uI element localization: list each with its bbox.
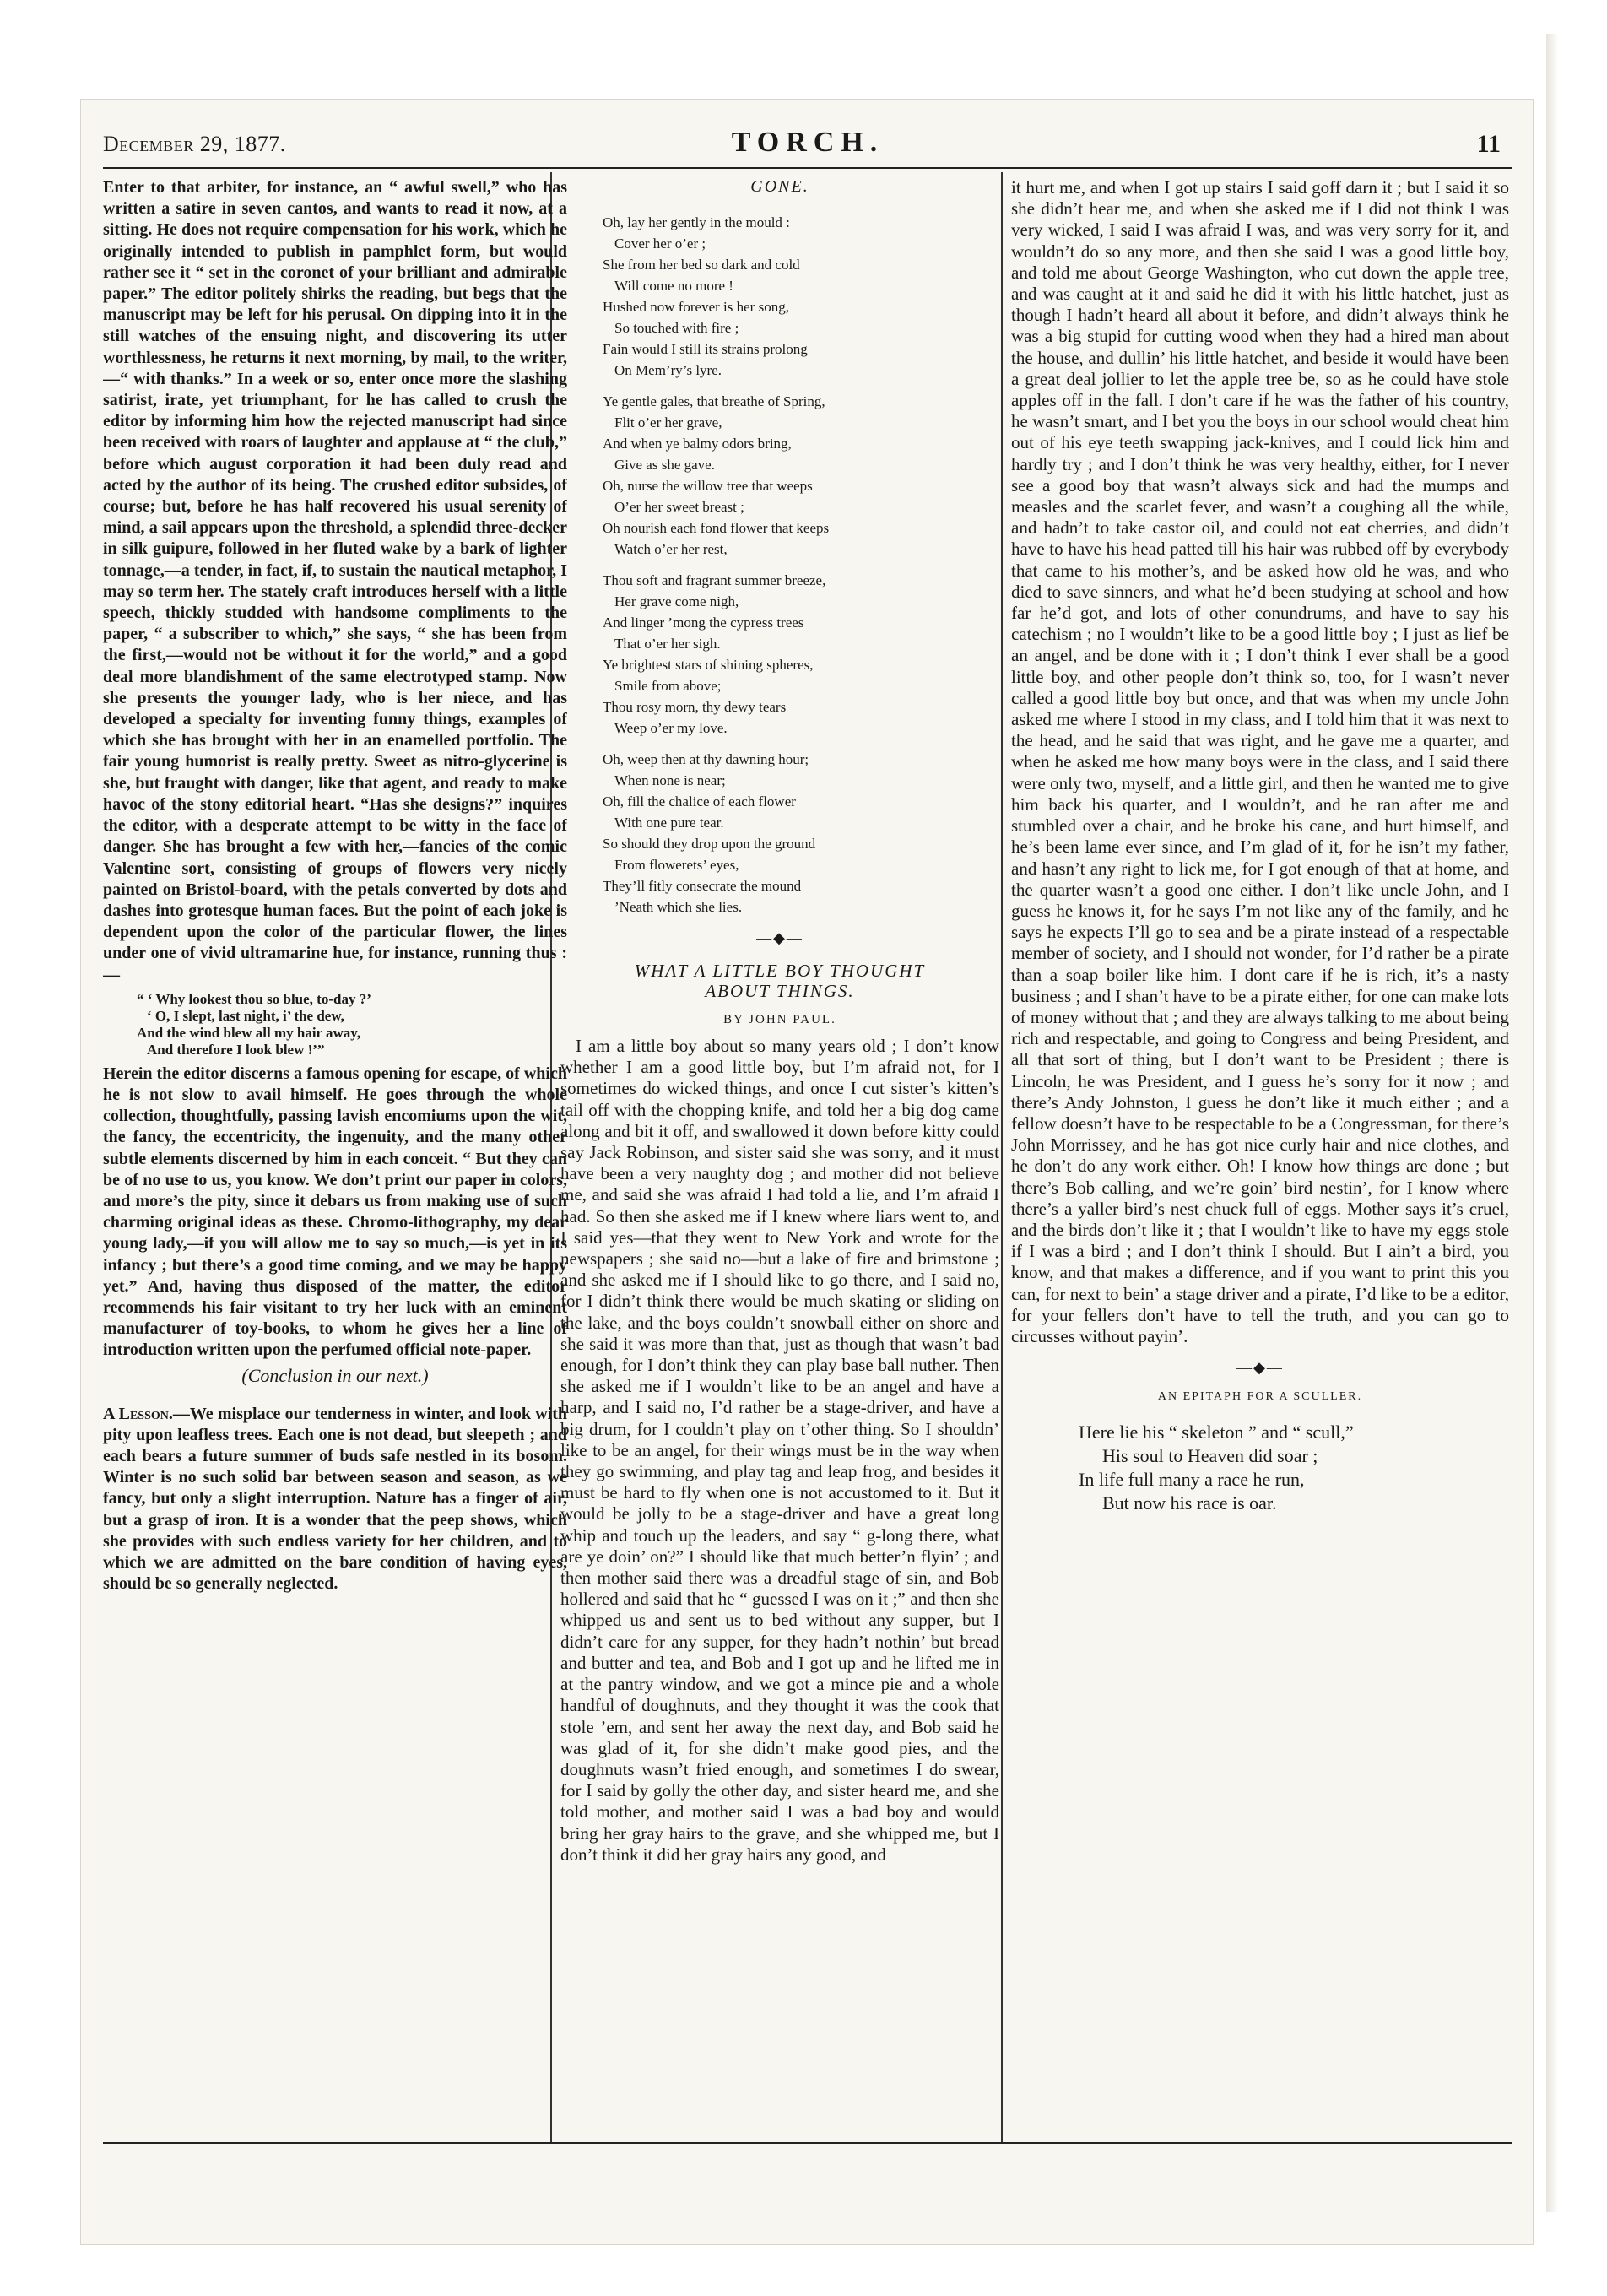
poem-line: Fain would I still its strains prolong: [603, 341, 808, 357]
poem-line: Her grave come nigh,: [614, 593, 739, 609]
poem-line: From flowerets’ eyes,: [614, 857, 739, 873]
poem-line: Cover her o’er ;: [614, 236, 706, 252]
poem-line: Oh, fill the chalice of each flower: [603, 793, 796, 810]
header-rule: [103, 167, 1512, 169]
poem-line: Thou soft and fragrant summer breeze,: [603, 572, 826, 588]
poem-line: Give as she gave.: [614, 457, 715, 473]
poem-title: GONE.: [750, 177, 809, 196]
poem-line: Oh, nurse the willow tree that weeps: [603, 478, 813, 494]
inline-verse-quote: [137, 991, 567, 1059]
poem-line: Ye gentle gales, that breathe of Spring,: [603, 393, 825, 409]
poem-line: O’er her sweet breast ;: [614, 499, 744, 515]
poem-stanza: [603, 570, 999, 739]
lesson-text: —We misplace our tenderness in winter, and look with pity upon leafless trees. Each one is not dead, but sleepeth ; and each bears a future summer of buds safe nestled in its bosom. Winter is no such solid bar between season and season, as we fancy, but only a slight interruption. Nature has a finger of air, but a grasp of iron. It is a wonder that the peep shows, which she provides with such endless variety for her children, and to which we are admitted on the bare condition of having eyes, should be so generally neglected.: [103, 1404, 567, 1594]
poem-line: So should they drop upon the ground: [603, 836, 816, 852]
poem-line: And linger ’mong the cypress trees: [603, 615, 804, 631]
poem-line: Oh nourish each fond flower that keeps: [603, 520, 830, 536]
verse-line: “ ‘ Why lookest thou so blue, to-day ?’: [137, 990, 371, 1007]
poem-line: Ye brightest stars of shining spheres,: [603, 657, 814, 673]
page-number: 11: [1476, 130, 1501, 158]
poem-line: Smile from above;: [614, 678, 722, 694]
verse-line: ‘ O, I slept, last night, i’ the dew,: [147, 1007, 344, 1024]
section-ornament: —◆—: [1236, 1359, 1284, 1377]
poem-line: Oh, lay her gently in the mould :: [603, 214, 790, 230]
verse-line: And the wind blew all my hair away,: [137, 1024, 361, 1041]
column-1: [103, 177, 567, 2136]
issue-date: December 29, 1877.: [103, 132, 286, 156]
poem-line: They’ll fitly consecrate the mound: [603, 878, 802, 894]
poem-line: Weep o’er my love.: [614, 720, 728, 736]
story-paragraph: I am a little boy about so many years old ; I don’t know whether I am a good little boy, but I’m afraid not, for I sometimes do wicked things, and once I cut sister’s kitten’s tail off with the chopping knife, and told her a big dog came along and bit it off, and swallowed it down before kitty could say Jack Robinson, and sister said she was sorry, and it must have been a very naughty dog ; and mother did not believe me, and said she was afraid I had told a lie, and I’m afraid I had. So then she asked me if I knew where liars went to, and I said yes—that they went to New York and wrote for the newspapers ; she said no—but a lake of fire and brimstone ; and she asked me if I should like to go there, and I said no, for I didn’t think there would be much skating or sliding on the lake, and the boys couldn’t snowball either on shore and she said it was more than that, just as though that wasn’t bad enough, for I don’t think they can play base ball nuther. Then she asked me if I wouldn’t like to be an angel and have a harp, and I said no, I’d rather be a stage-driver, and have a big drum, for I couldn’t play on t’other thing. So I shouldn’ like to be an angel, for their wings must be in the way when they go swimming, and play tag and leap frog, and besides it must be hard to fly when one is not accustomed to it. But it would be jolly to be a stage-driver and have a great long whip and touch up the leaders, and say “ g-long there, what are ye doin’ on?” I should like that much better’n flyin’ ; and then mother said there was a dreadful stage of sin, and Bob hollered and said that he “ guessed I was on it ;” and then she whipped us and sent us to bed without any supper, but I didn’t care for any supper, for they hadn’t nothin’ but bread and butter and tea, and Bob and I got up and he lifted me in at the pantry window, and we got a mince pie and a whole handful of doughnuts, and they thought it was the cook that stole ’em, and sent her away the next day, and Bob said he was glad of it, for she didn’t make good pies, and the doughnuts wasn’t fried enough, and sometimes I do swear, for I said by golly the other day, and sister heard me, and she told mother, and mother said I was a bad boy and would bring her gray hairs to the grave, and she whipped me, but I don’t think it did her gray hairs any good, and: [560, 1036, 999, 1865]
poem-line: With one pure tear.: [614, 815, 724, 831]
poem-line: When none is near;: [614, 772, 726, 788]
byline: BY JOHN PAUL.: [723, 1013, 836, 1026]
poem-line: Oh, weep then at thy dawning hour;: [603, 751, 809, 767]
poem-line: That o’er her sigh.: [614, 636, 721, 652]
verse-line: In life full many a race he run,: [1079, 1469, 1305, 1491]
masthead-title: TORCH.: [731, 127, 885, 158]
column-2: [560, 177, 999, 2136]
article-paragraph: Herein the editor discerns a famous opening for escape, of which he is not slow to avail himself. He goes through the whole collection, thoughtfully, passing lavish encomiums upon the wit, the fancy, the eccentricity, the ingenuity, and the many other subtle elements discerned by him in each conceit. “ But they can be of no use to us, you know. We don’t print our paper in colors, and more’s the pity, since it debars us from making use of such charming original ideas as these. Chromo-lithography, my dear young lady,—if you will allow me to say so much,—is yet in its infancy ; but there’s a good time coming, and we may be happy yet.” And, having thus disposed of the matter, the editor recommends his fair visitant to try her luck with an eminent manufacturer of toy-books, to whom he gives her a line of introduction written upon the perfumed official note-paper.: [103, 1064, 567, 1360]
story-title-line: ABOUT THINGS.: [705, 981, 855, 1001]
poem-line: So touched with fire ;: [614, 320, 739, 336]
article-paragraph: Enter to that arbiter, for instance, an “ awful swell,” who has written a satire in seven cantos, and wants to read it now, at a sitting. He does not require compensation for his work, which he originally intended to publish in pamphlet form, but would rather see it “ set in the coronet of your brilliant and admirable paper.” The editor politely shirks the reading, but begs that the manuscript may be left for his perusal. On dipping into it in the still watches of the ensuing night, and discovering its utter worthlessness, he returns it next morning, by mail, to the writer,—“ with thanks.” In a week or so, enter once more the slashing satirist, irate, yet triumphant, for he has called to crush the editor by informing him how the rejected manuscript had since been received with roars of laughter and applause at “ the club,” before which august corporation it had been duly read and acted by the author of its being. The crushed editor subsides, of course; but, before he has half recovered his usual serenity of mind, a sail appears upon the threshold, a splendid three-decker in silk guipure, followed in her fluted wake by a bark of lighter tonnage,—a tender, in fact, if, to sustain the nautical metaphor, I may so term her. The stately craft introduces herself with a little speech, thickly studded with handsome compliments to the paper, “ a subscriber to which,” she says, “ she has been from the first,—would not be without it for the world,” and a good deal more blandishment of the same electrotyped stamp. Now she presents the younger lady, who is her niece, and has developed a specialty for inventing funny things, examples of which she has brought with her in an enamelled portfolio. The fair young humorist is really pretty. Sweet as nitro-glycerine is she, but fraught with danger, like that agent, and ready to make havoc of the stony editorial heart. “Has she designs?” inquires the editor, with a desperate attempt to be witty in the face of danger. She has brought a few with her,—fancies of the comic Valentine sort, consisting of groups of flowers very nicely painted on Bristol-board, with the petals converted by dots and dashes into grotesque human faces. But the point of each joke is dependent upon the color of the particular flower, the lines under one of vivid ultramarine hue, for instance, running thus :—: [103, 178, 567, 984]
page-edge-shadow: [1546, 34, 1558, 2212]
verse-line: But now his race is oar.: [1102, 1492, 1277, 1514]
poem-line: On Mem’ry’s lyre.: [614, 362, 722, 378]
section-ornament: —◆—: [756, 929, 804, 946]
poem-stanza: [603, 391, 999, 560]
poem-gone: [603, 212, 999, 918]
poem-stanza: [603, 212, 999, 381]
verse-line: Here lie his “ skeleton ” and “ scull,”: [1079, 1421, 1354, 1443]
page-header: [103, 127, 1512, 164]
column-divider-2: [1001, 172, 1003, 2142]
poem-line: Hushed now forever is her song,: [603, 299, 789, 315]
story-continuation: it hurt me, and when I got up stairs I said goff darn it ; but I said it so she didn’t hear me, and when she asked me if I did not think I was very wicked, I said I was afraid I was, and was very sorry for it, and wouldn’t do so any more, and then she said I was a good little boy, and told me about George Washington, who cut down the apple tree, and was caught at it and said he did it with his little hatchet, just as though I hadn’t heard all about it before, and didn’t always think he was a big stupid for cutting wood when they had a hired man about the house, and dullin’ his little hatchet, and beside it would have been a great deal jollier to let the apple tree be, so as he could have stole apples off in the fall. I don’t care if he was the father of his country, he wasn’t smart, and I bet you the boys in our school would cheat him out of his eye teeth swapping jack-knives, and I could lick him and hardly try ; and I don’t think he was very healthy, either, for I never see a good boy that wasn’t always sick and had the mumps and measles and the scarlet fever, and wasn’t a coughing all the while, and hadn’t to take castor oil, and could not eat cherries, and didn’t have to have his head patted till his hair was rubbed off by everybody that came to his mother’s, and be asked how old he was, and who died to save sinners, and what he’d been studying at school and how far he’d got, and lots of other conundrums, and have to say his catechism ; no I wouldn’t like to be a good little boy ; I just as lief be an angel, and be done with it ; I don’t think I ever shall be a good little boy, and other people don’t think so, too, for I wasn’t never called a good little boy but once, and that was when my uncle John asked me where I stood in my class, and I told him that it was next to the head, and he said that was right, and he gave me a quarter, and when he asked me how many boys were in the class, and I said there were only two, myself, and a little girl, and then he wanted me to give him back his quarter, and I wouldn’t, and he ran after me and stumbled over a chair, and he broke his cane, and hurt himself, and he’s been lame ever since, and I’m glad of it, for he isn’t my father, and hasn’t any right to lick me, for I got enough of that at home, and the quarter wasn’t a good one either. I don’t like uncle John, and I guess he knows it, for he says I’m not like any of the family, and he says he expects I’ll go to sea and be a pirate instead of a respectable member of society, and I should not wonder, for I’d rather be a pirate than a soap boiler like him. I dont care if he is rich, it’s a nasty business ; and I shan’t have to be a pirate either, for one can make lots of money without that ; and they are always talking to me about being rich and respectable, and going to Congress and being President, and all that sort of thing, but I don’t want to be President ; there is Lincoln, he was President, and I guess he’s sorry for it now ; and there’s Andy Johnston, I guess he don’t like it much either ; and a fellow doesn’t have to be respectable to be a Congressman, for there’s John Morrissey, and he has got nice curly hair and nice clothes, and he don’t do any work either. Oh! I know how things are done ; but there’s Bob calling, and we’re goin’ bird nestin’, for I know where there’s a yaller bird’s nest chuck full of eggs. Mother says it’s cruel, and the birds don’t like it ; that I wouldn’t like to have my eggs stole if I was a bird ; and I don’t think I should. But I ain’t a bird, you know, and that makes a difference, and if you want to print this you can, for next to bein’ a stage driver and a pirate, I’d like to be a editor, for your fellers don’t have to tell the truth, and you can go to circusses without payin’.: [1011, 177, 1509, 1346]
lesson-heading: A Lesson.: [103, 1404, 173, 1423]
epitaph-verse: [1079, 1421, 1509, 1515]
poem-line: Will come no more !: [614, 278, 733, 294]
column-3: [1011, 177, 1509, 2136]
verse-line: And therefore I look blew !’”: [147, 1041, 325, 1058]
verse-line: His soul to Heaven did soar ;: [1102, 1445, 1318, 1467]
epitaph-title: AN EPITAPH FOR A SCULLER.: [1157, 1390, 1363, 1404]
poem-line: She from her bed so dark and cold: [603, 257, 800, 273]
poem-stanza: [603, 749, 999, 918]
lesson-paragraph: [103, 1404, 567, 1595]
poem-line: Flit o’er her grave,: [614, 414, 722, 430]
poem-line: Thou rosy morn, thy dewy tears: [603, 699, 787, 715]
poem-line: Watch o’er her rest,: [614, 541, 728, 557]
poem-line: And when ye balmy odors bring,: [603, 436, 792, 452]
continuation-note: (Conclusion in our next.): [241, 1364, 429, 1386]
poem-line: ’Neath which she lies.: [614, 899, 743, 915]
story-title: [560, 961, 999, 1001]
story-title-line: WHAT A LITTLE BOY THOUGHT: [634, 961, 926, 981]
footer-rule: [103, 2142, 1512, 2144]
